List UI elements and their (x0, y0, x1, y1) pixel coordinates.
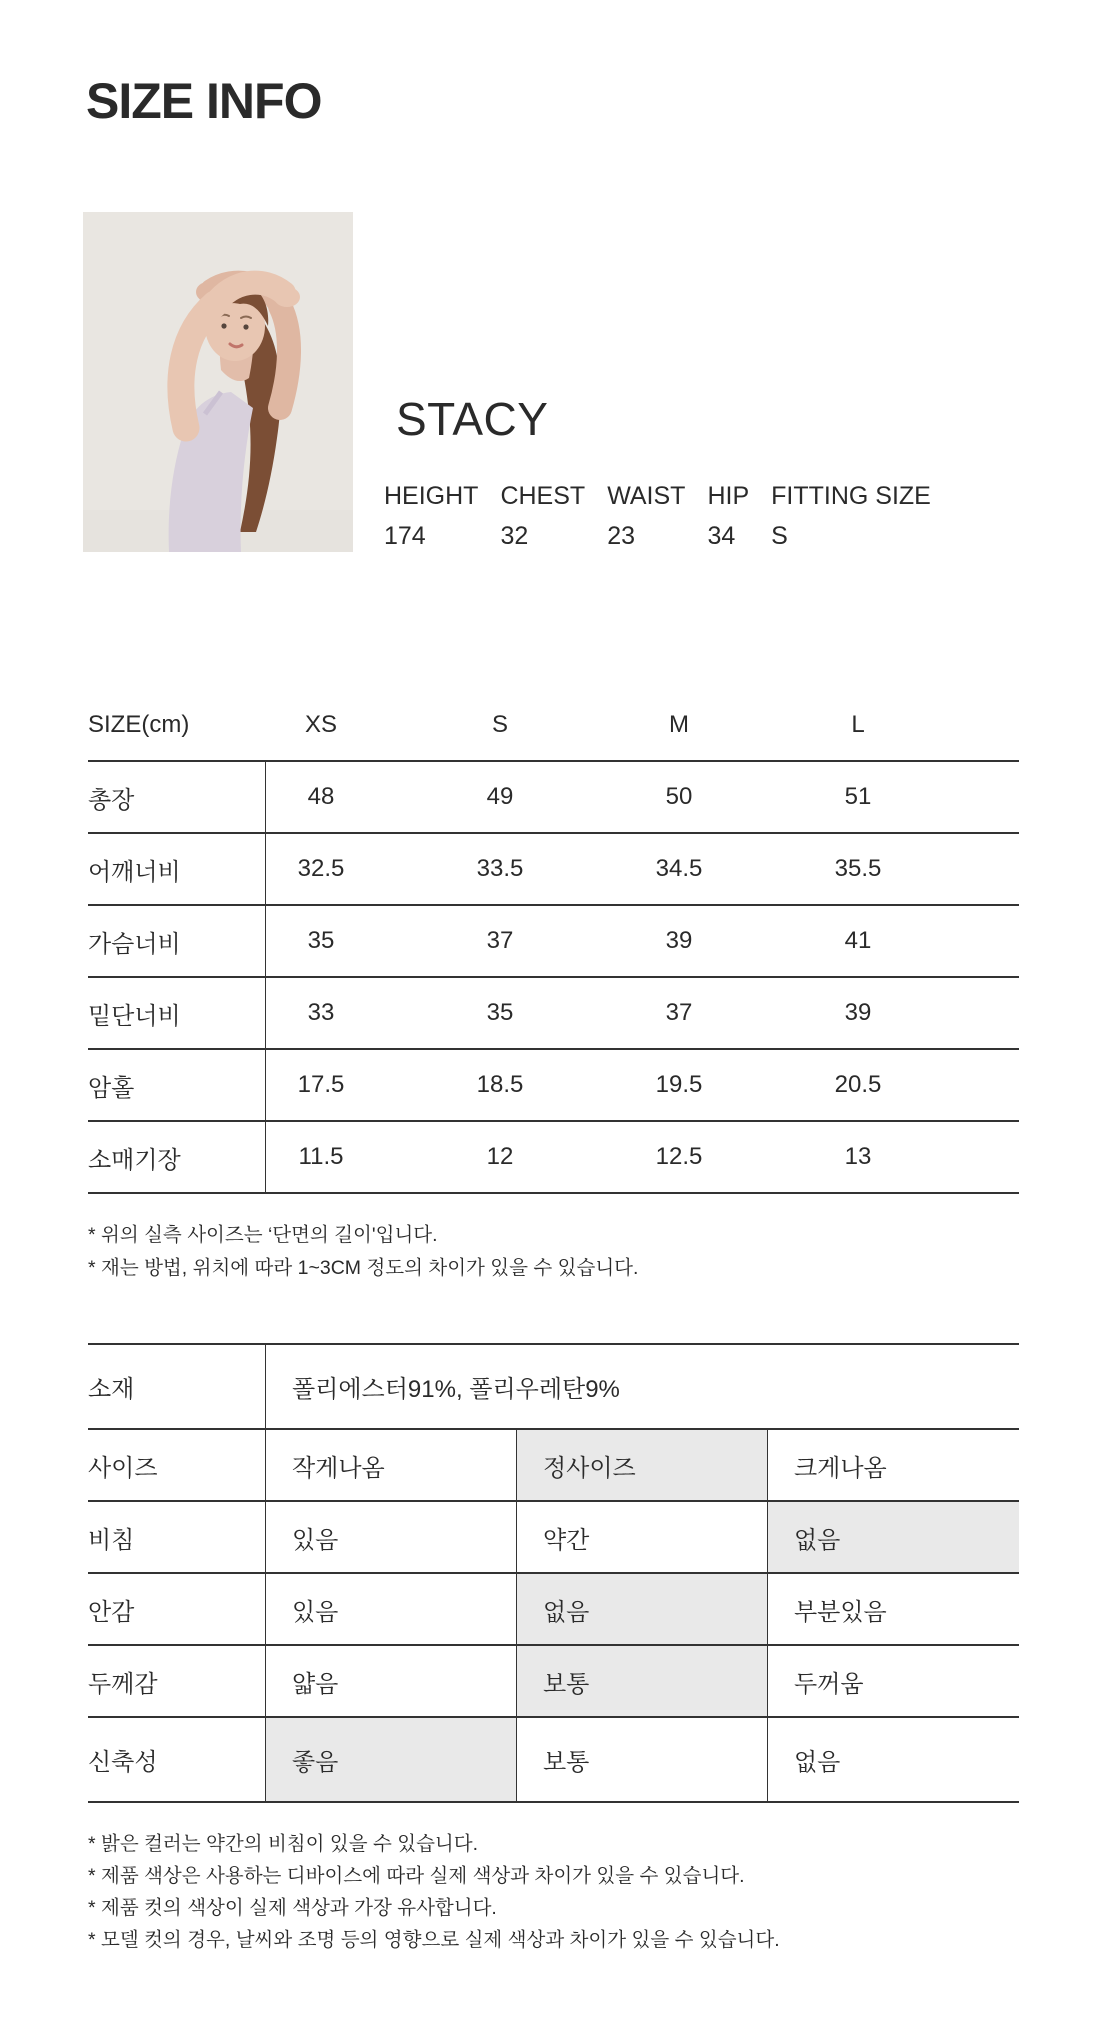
size-cell: 18.5 (445, 1050, 624, 1122)
stat-label: WAIST (607, 482, 686, 510)
size-table-filler (982, 906, 1019, 978)
size-cell: 32.5 (266, 834, 445, 906)
stat-value: 32 (500, 522, 529, 550)
stat-value: 23 (607, 522, 635, 550)
size-table (88, 690, 1019, 1194)
stat-waist (607, 482, 685, 551)
model-illustration (83, 212, 353, 552)
option-cell-selected: 정사이즈 (517, 1430, 768, 1502)
bottom-notes (88, 1828, 780, 1956)
size-row-label: 어깨너비 (88, 834, 266, 906)
size-table-filler (982, 690, 1019, 762)
size-cell: 37 (445, 906, 624, 978)
model-stats (384, 482, 931, 551)
size-row-label: 소매기장 (88, 1122, 266, 1194)
option-cell: 두꺼움 (768, 1646, 1019, 1718)
stat-label: HEIGHT (384, 482, 479, 510)
stat-label: HIP (707, 482, 750, 510)
size-cell: 19.5 (624, 1050, 803, 1122)
option-cell: 약간 (517, 1502, 768, 1574)
option-cell-selected: 좋음 (266, 1718, 517, 1803)
size-table-filler (982, 978, 1019, 1050)
size-table-header-cell: L (803, 690, 982, 762)
size-table-header-cell: XS (266, 690, 445, 762)
size-cell: 12.5 (624, 1122, 803, 1194)
note-line: * 위의 실측 사이즈는 ‘단면의 길이'입니다. (88, 1224, 438, 1246)
stat-label: CHEST (500, 482, 586, 510)
size-cell: 11.5 (266, 1122, 445, 1194)
note-line: * 밝은 컬러는 약간의 비침이 있을 수 있습니다. (88, 1833, 478, 1855)
size-cell: 51 (803, 762, 982, 834)
size-row-label: 총장 (88, 762, 266, 834)
stat-value: S (771, 522, 788, 550)
note-line: * 재는 방법, 위치에 따라 1~3CM 정도의 차이가 있을 수 있습니다. (88, 1257, 639, 1279)
note-line: * 제품 컷의 색상이 실제 색상과 가장 유사합니다. (88, 1897, 497, 1919)
size-cell: 49 (445, 762, 624, 834)
size-cell: 50 (624, 762, 803, 834)
size-table-filler (982, 1050, 1019, 1122)
stat-height (384, 482, 478, 551)
size-table-header-cell: M (624, 690, 803, 762)
size-row-label: 밑단너비 (88, 978, 266, 1050)
option-cell: 부분있음 (768, 1574, 1019, 1646)
stat-hip (707, 482, 749, 551)
size-cell: 20.5 (803, 1050, 982, 1122)
size-table-filler (982, 834, 1019, 906)
size-table-notes (88, 1219, 638, 1285)
note-line: * 모델 컷의 경우, 날씨와 조명 등의 영향으로 실제 색상과 차이가 있을 수 있습니다. (88, 1929, 780, 1951)
size-cell: 12 (445, 1122, 624, 1194)
size-row-label: 암홀 (88, 1050, 266, 1122)
size-table-filler (982, 1122, 1019, 1194)
size-cell: 35 (445, 978, 624, 1050)
detail-row-label: 비침 (88, 1502, 266, 1574)
size-table-header-cell: S (445, 690, 624, 762)
detail-table (88, 1343, 1019, 1803)
note-line: * 제품 색상은 사용하는 디바이스에 따라 실제 색상과 차이가 있을 수 있습니다. (88, 1865, 745, 1887)
stat-value: 34 (707, 522, 736, 550)
detail-row-label: 안감 (88, 1574, 266, 1646)
option-cell: 작게나옴 (266, 1430, 517, 1502)
size-cell: 34.5 (624, 834, 803, 906)
size-row-label: 가슴너비 (88, 906, 266, 978)
option-cell: 얇음 (266, 1646, 517, 1718)
size-cell: 39 (624, 906, 803, 978)
size-cell: 39 (803, 978, 982, 1050)
size-cell: 33.5 (445, 834, 624, 906)
detail-row-label: 사이즈 (88, 1430, 266, 1502)
option-cell-selected: 없음 (517, 1574, 768, 1646)
detail-row-label: 두께감 (88, 1646, 266, 1718)
page-title: SIZE INFO (86, 73, 322, 129)
option-cell-selected: 없음 (768, 1502, 1019, 1574)
detail-row-label: 신축성 (88, 1718, 266, 1803)
size-cell: 37 (624, 978, 803, 1050)
model-photo (83, 212, 353, 552)
size-table-filler (982, 762, 1019, 834)
option-cell: 없음 (768, 1718, 1019, 1803)
stat-value: 174 (384, 522, 426, 550)
size-cell: 41 (803, 906, 982, 978)
model-name: STACY (396, 393, 549, 445)
stat-fitting-size (771, 482, 931, 551)
size-cell: 35.5 (803, 834, 982, 906)
stat-chest (500, 482, 585, 551)
material-value: 폴리에스터91%, 폴리우레탄9% (266, 1345, 1019, 1430)
size-cell: 35 (266, 906, 445, 978)
detail-row-label: 소재 (88, 1345, 266, 1430)
size-table-header-cell: SIZE(cm) (88, 690, 266, 762)
option-cell: 보통 (517, 1718, 768, 1803)
size-cell: 17.5 (266, 1050, 445, 1122)
stat-label: FITTING SIZE (771, 482, 931, 510)
option-cell: 크게나옴 (768, 1430, 1019, 1502)
option-cell: 있음 (266, 1574, 517, 1646)
size-cell: 13 (803, 1122, 982, 1194)
option-cell-selected: 보통 (517, 1646, 768, 1718)
size-cell: 33 (266, 978, 445, 1050)
option-cell: 있음 (266, 1502, 517, 1574)
size-cell: 48 (266, 762, 445, 834)
